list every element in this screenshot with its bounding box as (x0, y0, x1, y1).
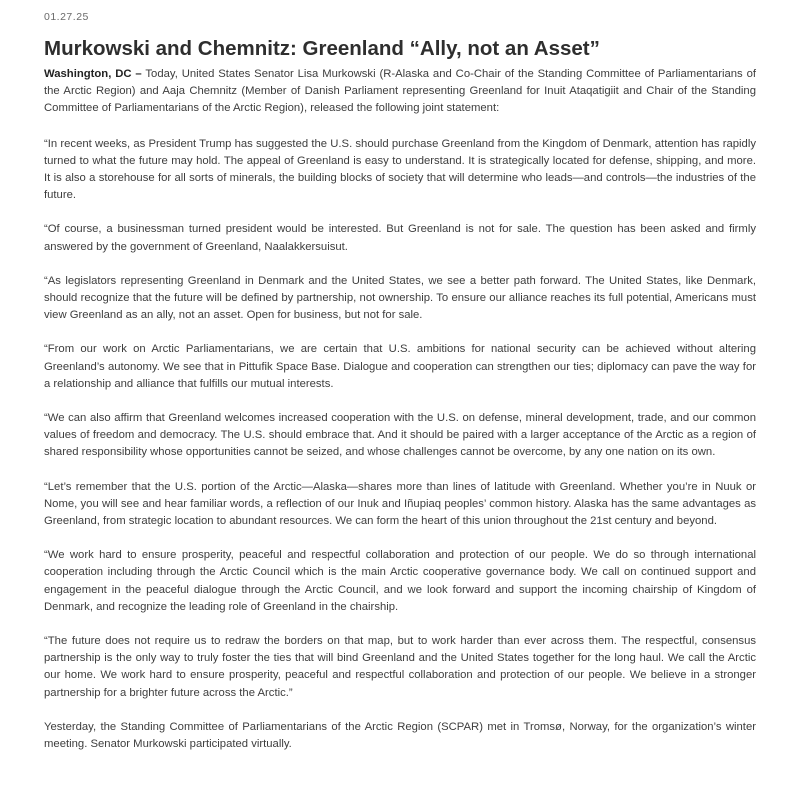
intro-paragraph (44, 66, 756, 118)
statement-paragraph-5: “We can also affirm that Greenland welcomes increased cooperation with the U.S. on defense, mineral development, trade, and our common values of freedom and democracy. The U.S. should embrace that. And it should be paired with a larger acceptance of the Arctic as a region of shared responsibility whose opportunities cannot be seized, and whose challenges cannot be overcome, by any one nation on its own. (44, 412, 756, 459)
statement-paragraph-8: “The future does not require us to redraw the borders on that map, but to work harder than ever across them. The respectful, consensus partnership is the only way to truly foster the ties that will bind Greenland and the United States together for the long haul. We call the Arctic our home. We work hard to ensure prosperity, peaceful and respectful collaboration and protection of our people. We believe in a stronger partnership for a brighter future across the Arctic.” (44, 635, 756, 699)
statement-paragraph-7: “We work hard to ensure prosperity, peaceful and respectful collaboration and protection of our people. We do so through international cooperation including through the Arctic Council which is the main Arctic cooperative governance body. We call on continued support and engagement in the peaceful dialogue through the Arctic Council, and we look forward and support the incoming chairship of Kingdom of Denmark, and recognize the leading role of Greenland in the chairship. (44, 549, 756, 613)
statement-paragraph-2: “Of course, a businessman turned president would be interested. But Greenland is not for sale. The question has been asked and firmly answered by the government of Greenland, Naalakkersuisut. (44, 223, 756, 253)
statement-paragraph-1: “In recent weeks, as President Trump has suggested the U.S. should purchase Greenland from the Kingdom of Denmark, attention has rapidly turned to what the future may hold. The appeal of Greenland is easy to understand. It is strategically located for defense, shipping, and more. It is also a storehouse for all sorts of minerals, the building blocks of society that will determine who leads—and controls—the industries of the future. (44, 137, 756, 202)
intro-text: Today, United States Senator Lisa Murkowski (R-Alaska and Co-Chair of the Standing Committee of Parliamentarians of the Arctic Region) and Aaja Chemnitz (Member of Danish Parliament representing Greenland for Inuit Ataqatigiit and Chair of the Standing Committee of Parliamentarians of the Arctic Region), released the following joint statement: (44, 68, 756, 115)
statement-paragraph-4: “From our work on Arctic Parliamentarians, we are certain that U.S. ambitions for national security can be achieved without altering Greenland’s autonomy. We see that in Pittufik Space Base. Dialogue and cooperation can strengthen our ties; diplomacy can pave the way for a relationship and alliance that fulfills our mutual interests. (44, 343, 756, 390)
statement-paragraph-3: “As legislators representing Greenland in Denmark and the United States, we see a better path forward. The United States, like Denmark, should recognize that the future will be defined by partnership, not ownership. To ensure our alliance reaches its full potential, Americans must view Greenland as an ally, not an asset. Open for business, but not for sale. (44, 274, 756, 322)
release-date: 01.27.25 (44, 11, 89, 23)
statement-paragraph-6: “Let’s remember that the U.S. portion of the Arctic—Alaska—shares more than lines of latitude with Greenland. Whether you’re in Nuuk or Nome, you will see and hear familiar words, a reflection of our Inuk and Iñupiaq peoples’ common history. Alaska has the same advantages as Greenland, from strategic location to abundant resources. We can form the heart of this union throughout the 21st century and beyond. (44, 480, 756, 528)
dateline: Washington, DC – (44, 68, 142, 80)
page-title: Murkowski and Chemnitz: Greenland “Ally, not an Asset” (44, 37, 600, 60)
closing-paragraph: Yesterday, the Standing Committee of Parliamentarians of the Arctic Region (SCPAR) met in Tromsø, Norway, for the organization’s winter meeting. Senator Murkowski participated virtually. (44, 720, 756, 751)
